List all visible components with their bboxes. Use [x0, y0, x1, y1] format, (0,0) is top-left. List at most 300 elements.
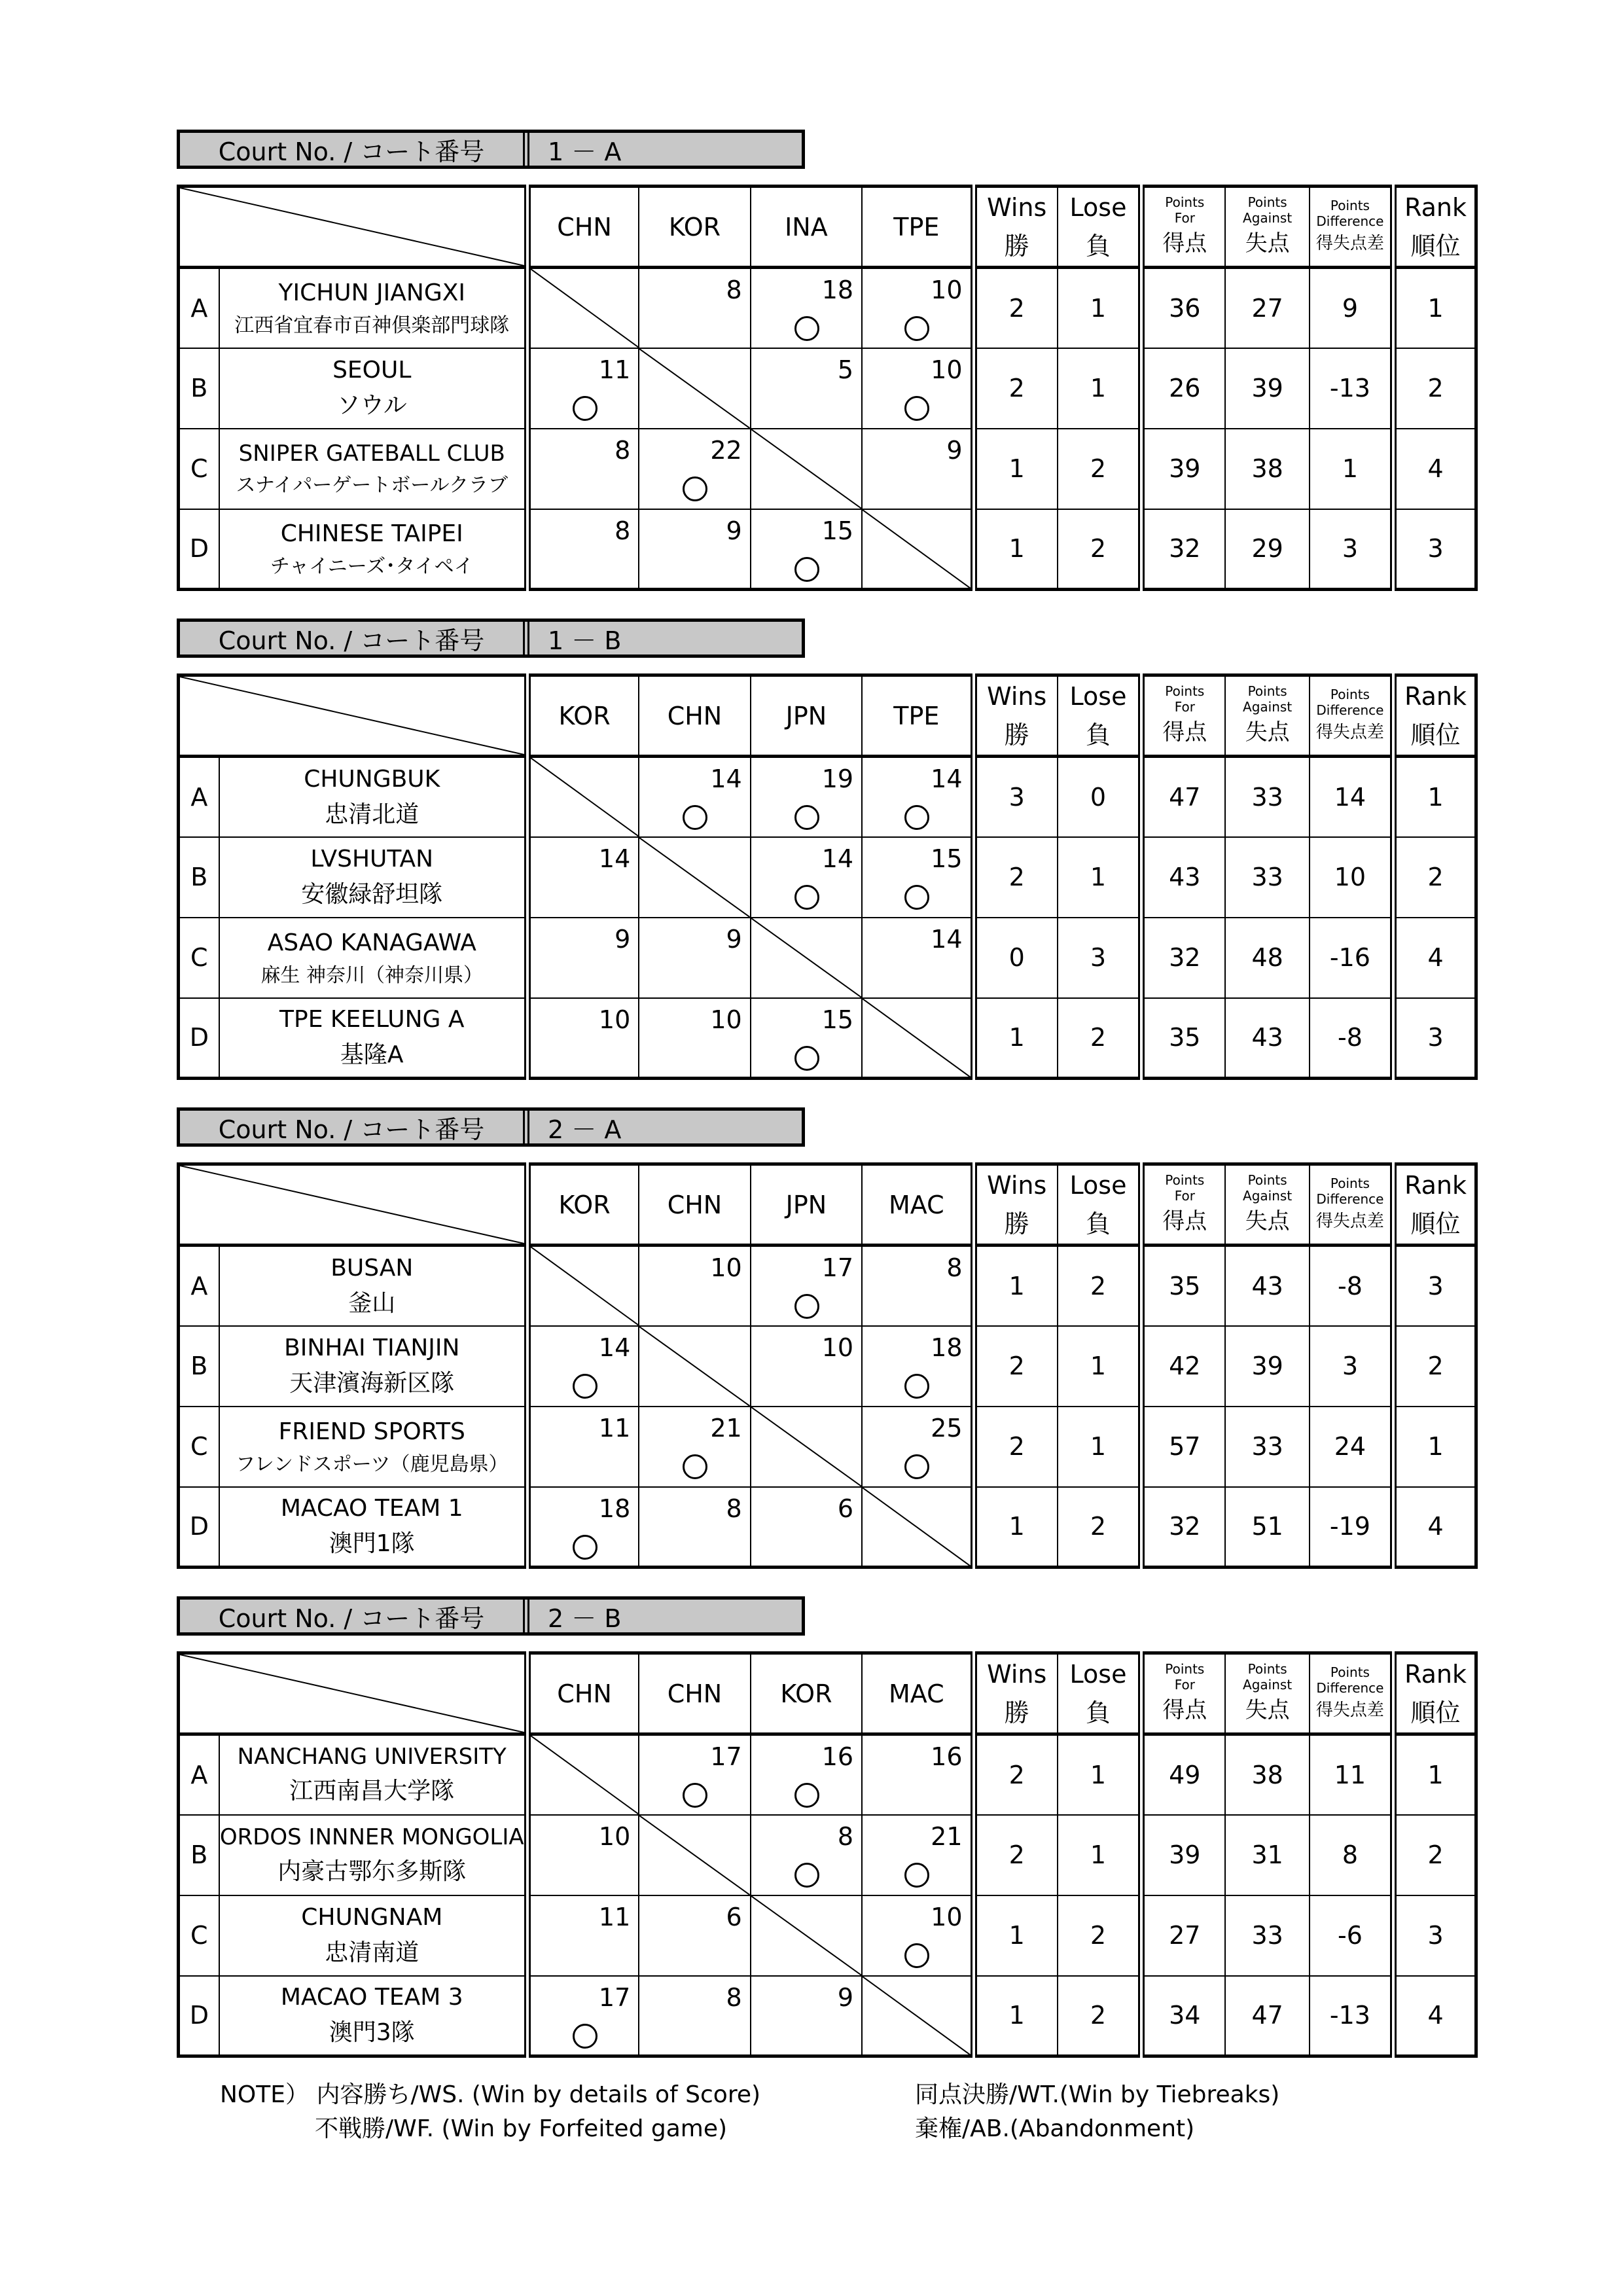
match-score-cell: [751, 757, 862, 837]
opponent-header: KOR: [527, 1164, 639, 1246]
team-name: [219, 837, 527, 918]
match-score: 8: [837, 1821, 854, 1851]
points-against-header: Points Against 失点: [1225, 187, 1309, 268]
opponent-header: TPE: [862, 675, 973, 757]
team-name-jp: 忠清北道: [325, 800, 419, 828]
team-name: [219, 1815, 527, 1895]
court-label: [177, 1107, 805, 1147]
rank-value: 2: [1393, 1815, 1476, 1895]
team-name-en: SEOUL: [332, 357, 412, 384]
team-row: [179, 1487, 1476, 1568]
team-name-jp: 江西南昌大学隊: [289, 1778, 455, 1805]
rank-value: 3: [1393, 509, 1476, 590]
points-for-value: 32: [1141, 1487, 1225, 1568]
points-for-value: 39: [1141, 1815, 1225, 1895]
lose-header: Lose 負: [1058, 187, 1141, 268]
match-score-cell: [751, 348, 862, 429]
points-diff-header: Points Difference 得失点差: [1310, 187, 1393, 268]
match-score-cell: [527, 1407, 639, 1487]
self-match-cell: [639, 1815, 750, 1895]
points-diff-value: -19: [1310, 1487, 1393, 1568]
self-match-cell: [751, 1895, 862, 1976]
points-for-value: 57: [1141, 1407, 1225, 1487]
note-prefix: NOTE）: [220, 2081, 310, 2108]
points-for-value: 35: [1141, 1246, 1225, 1326]
lose-header: Lose 負: [1058, 1164, 1141, 1246]
win-circle-icon: [683, 476, 707, 501]
rank-value: 4: [1393, 429, 1476, 509]
match-score: 14: [598, 844, 631, 873]
league-table: [177, 185, 1478, 591]
opponent-header: INA: [751, 187, 862, 268]
match-score-cell: [751, 268, 862, 348]
match-score: 14: [821, 844, 854, 873]
points-diff-value: 3: [1310, 509, 1393, 590]
win-circle-icon: [683, 1783, 707, 1808]
match-score-cell: [751, 1976, 862, 2056]
team-name-en: YICHUN JIANGXI: [278, 279, 465, 307]
points-diff-header: Points Difference 得失点差: [1310, 1653, 1393, 1734]
win-circle-icon: [683, 805, 707, 830]
points-against-value: 43: [1225, 998, 1309, 1079]
team-name-jp: スナイパーゲートボールクラブ: [236, 474, 508, 497]
self-match-cell: [527, 1246, 639, 1326]
court-label-title: Court No. / コート番号: [180, 622, 529, 655]
win-circle-icon: [794, 1294, 819, 1319]
team-name: [219, 1895, 527, 1976]
points-diff-value: 14: [1310, 757, 1393, 837]
match-score-cell: [862, 1734, 973, 1815]
rank-value: 2: [1393, 837, 1476, 918]
team-name: [219, 757, 527, 837]
wins-value: 1: [974, 1487, 1058, 1568]
points-for-value: 34: [1141, 1976, 1225, 2056]
match-score: 16: [821, 1742, 854, 1771]
league-table: [177, 1651, 1478, 2058]
rank-value: 4: [1393, 1487, 1476, 1568]
match-score: 10: [598, 1005, 631, 1034]
court-label: [177, 1596, 805, 1636]
court-label-title: Court No. / コート番号: [180, 1600, 529, 1632]
points-against-value: 43: [1225, 1246, 1309, 1326]
points-diff-value: 9: [1310, 268, 1393, 348]
rank-value: 4: [1393, 1976, 1476, 2056]
opponent-header: KOR: [639, 187, 750, 268]
points-diff-value: -13: [1310, 348, 1393, 429]
points-for-value: 26: [1141, 348, 1225, 429]
match-score-cell: [751, 509, 862, 590]
match-score-cell: [862, 1407, 973, 1487]
win-circle-icon: [573, 396, 597, 421]
opponent-header: TPE: [862, 187, 973, 268]
wins-value: 1: [974, 1246, 1058, 1326]
points-against-value: 38: [1225, 429, 1309, 509]
match-score: 10: [931, 355, 963, 384]
team-name-jp: 釜山: [348, 1289, 396, 1317]
row-letter: D: [179, 998, 219, 1079]
team-name: [219, 509, 527, 590]
notes-right: [915, 2078, 1279, 2146]
lose-value: 1: [1058, 268, 1141, 348]
match-score-cell: [862, 837, 973, 918]
row-letter: B: [179, 837, 219, 918]
lose-value: 1: [1058, 1734, 1141, 1815]
corner-cell: [179, 1164, 527, 1246]
match-score-cell: [639, 918, 750, 998]
match-score: 8: [726, 1982, 742, 2012]
match-score: 5: [837, 355, 854, 384]
points-for-value: 43: [1141, 837, 1225, 918]
team-name-jp: 忠清南道: [325, 1939, 419, 1966]
opponent-header: CHN: [639, 675, 750, 757]
points-against-value: 33: [1225, 757, 1309, 837]
wins-value: 2: [974, 1326, 1058, 1407]
win-circle-icon: [904, 1454, 929, 1479]
row-letter: D: [179, 1976, 219, 2056]
self-match-cell: [862, 998, 973, 1079]
rank-value: 1: [1393, 268, 1476, 348]
row-letter: D: [179, 1487, 219, 1568]
match-score: 17: [821, 1253, 854, 1282]
match-score: 8: [726, 1494, 742, 1523]
league-table: [177, 673, 1478, 1080]
match-score-cell: [639, 1407, 750, 1487]
team-row: [179, 1976, 1476, 2056]
win-circle-icon: [904, 805, 929, 830]
match-score: 15: [931, 844, 963, 873]
team-row: [179, 1407, 1476, 1487]
win-circle-icon: [904, 1943, 929, 1968]
match-score-cell: [527, 429, 639, 509]
league-table: [177, 1162, 1478, 1569]
team-name-en: MACAO TEAM 1: [280, 1495, 463, 1522]
team-name-en: SNIPER GATEBALL CLUB: [238, 440, 505, 467]
row-letter: A: [179, 1246, 219, 1326]
rank-value: 4: [1393, 918, 1476, 998]
win-circle-icon: [904, 396, 929, 421]
self-match-cell: [639, 1326, 750, 1407]
lose-value: 1: [1058, 1407, 1141, 1487]
match-score-cell: [862, 268, 973, 348]
row-letter: C: [179, 918, 219, 998]
row-letter: B: [179, 1326, 219, 1407]
lose-value: 2: [1058, 1246, 1141, 1326]
match-score-cell: [751, 837, 862, 918]
match-score: 10: [931, 1902, 963, 1931]
notes-left: [220, 2078, 760, 2146]
team-row: [179, 1815, 1476, 1895]
team-name: [219, 1407, 527, 1487]
opponent-header: CHN: [527, 1653, 639, 1734]
rank-value: 1: [1393, 757, 1476, 837]
win-circle-icon: [573, 1535, 597, 1560]
points-against-value: 38: [1225, 1734, 1309, 1815]
match-score: 11: [598, 355, 631, 384]
note-ab: 棄権/AB.(Abandonment): [915, 2115, 1195, 2142]
match-score-cell: [639, 1895, 750, 1976]
match-score-cell: [862, 348, 973, 429]
match-score: 15: [821, 1005, 854, 1034]
wins-header: Wins 勝: [974, 187, 1058, 268]
match-score-cell: [862, 1895, 973, 1976]
court-label-title: Court No. / コート番号: [180, 133, 529, 166]
wins-value: 1: [974, 1976, 1058, 2056]
wins-value: 1: [974, 998, 1058, 1079]
opponent-header: MAC: [862, 1164, 973, 1246]
points-for-header: Points For 得点: [1141, 1164, 1225, 1246]
team-name-en: ORDOS INNNER MONGOLIA: [219, 1823, 524, 1850]
team-name-en: CHINESE TAIPEI: [280, 520, 463, 547]
team-name-jp: 基隆A: [340, 1041, 404, 1069]
match-score-cell: [527, 998, 639, 1079]
win-circle-icon: [904, 885, 929, 910]
match-score-cell: [751, 1326, 862, 1407]
points-against-value: 33: [1225, 1407, 1309, 1487]
match-score-cell: [862, 918, 973, 998]
rank-value: 2: [1393, 1326, 1476, 1407]
points-for-value: 36: [1141, 268, 1225, 348]
match-score: 21: [710, 1413, 742, 1443]
rank-header: Rank 順位: [1393, 1164, 1476, 1246]
row-letter: A: [179, 268, 219, 348]
points-for-header: Points For 得点: [1141, 1653, 1225, 1734]
match-score-cell: [862, 1246, 973, 1326]
win-circle-icon: [904, 1863, 929, 1888]
corner-cell: [179, 675, 527, 757]
match-score: 6: [726, 1902, 742, 1931]
match-score-cell: [639, 1246, 750, 1326]
match-score: 8: [615, 435, 631, 465]
opponent-header: KOR: [751, 1653, 862, 1734]
lose-value: 1: [1058, 1815, 1141, 1895]
match-score-cell: [751, 1487, 862, 1568]
wins-value: 1: [974, 429, 1058, 509]
team-name: [219, 1734, 527, 1815]
wins-value: 2: [974, 1407, 1058, 1487]
note-ws: 内容勝ち/WS. (Win by details of Score): [316, 2081, 761, 2108]
points-against-value: 39: [1225, 1326, 1309, 1407]
note-wf: 不戦勝/WF. (Win by Forfeited game): [315, 2115, 728, 2142]
team-name-jp: 江西省宜春市百神倶楽部門球隊: [234, 314, 510, 338]
team-row: [179, 348, 1476, 429]
wins-header: Wins 勝: [974, 1164, 1058, 1246]
corner-cell: [179, 1653, 527, 1734]
points-against-header: Points Against 失点: [1225, 1164, 1309, 1246]
team-name-jp: チャイニーズ･タイペイ: [270, 554, 474, 578]
match-score-cell: [527, 918, 639, 998]
points-for-value: 49: [1141, 1734, 1225, 1815]
points-against-value: 29: [1225, 509, 1309, 590]
self-match-cell: [751, 1407, 862, 1487]
points-diff-header: Points Difference 得失点差: [1310, 1164, 1393, 1246]
points-diff-value: 10: [1310, 837, 1393, 918]
team-name-jp: 天津濱海新区隊: [289, 1370, 455, 1397]
court-number: 1 － A: [529, 133, 802, 166]
points-diff-value: 8: [1310, 1815, 1393, 1895]
team-name: [219, 1976, 527, 2056]
match-score-cell: [639, 1734, 750, 1815]
rank-value: 2: [1393, 348, 1476, 429]
wins-value: 2: [974, 837, 1058, 918]
lose-value: 2: [1058, 429, 1141, 509]
team-name-en: CHUNGBUK: [304, 765, 440, 793]
win-circle-icon: [904, 316, 929, 341]
lose-value: 2: [1058, 1976, 1141, 2056]
points-diff-value: 24: [1310, 1407, 1393, 1487]
win-circle-icon: [794, 316, 819, 341]
match-score: 9: [726, 516, 742, 545]
win-circle-icon: [794, 1046, 819, 1071]
team-row: [179, 1246, 1476, 1326]
self-match-cell: [862, 1487, 973, 1568]
match-score: 14: [931, 764, 963, 793]
team-row: [179, 1734, 1476, 1815]
rank-value: 1: [1393, 1407, 1476, 1487]
row-letter: D: [179, 509, 219, 590]
lose-value: 1: [1058, 1326, 1141, 1407]
match-score: 18: [598, 1494, 631, 1523]
self-match-cell: [527, 757, 639, 837]
points-diff-value: -8: [1310, 1246, 1393, 1326]
opponent-header: CHN: [639, 1164, 750, 1246]
team-name-jp: 澳門3隊: [329, 2019, 415, 2047]
points-diff-header: Points Difference 得失点差: [1310, 675, 1393, 757]
match-score: 8: [615, 516, 631, 545]
points-diff-value: -16: [1310, 918, 1393, 998]
match-score: 18: [931, 1333, 963, 1362]
match-score: 10: [821, 1333, 854, 1362]
points-against-value: 39: [1225, 348, 1309, 429]
self-match-cell: [751, 429, 862, 509]
match-score: 14: [598, 1333, 631, 1362]
match-score-cell: [527, 837, 639, 918]
match-score-cell: [527, 348, 639, 429]
court-number: 1 － B: [529, 622, 802, 655]
match-score-cell: [527, 1895, 639, 1976]
match-score-cell: [751, 1815, 862, 1895]
match-score: 14: [710, 764, 742, 793]
match-score: 10: [931, 276, 963, 304]
match-score-cell: [862, 429, 973, 509]
opponent-header: KOR: [527, 675, 639, 757]
team-name: [219, 918, 527, 998]
team-name-en: FRIEND SPORTS: [278, 1418, 465, 1445]
rank-header: Rank 順位: [1393, 1653, 1476, 1734]
match-score-cell: [527, 1815, 639, 1895]
wins-value: 2: [974, 1815, 1058, 1895]
rank-value: 1: [1393, 1734, 1476, 1815]
match-score: 11: [598, 1413, 631, 1443]
wins-header: Wins 勝: [974, 675, 1058, 757]
match-score: 17: [710, 1742, 742, 1771]
match-score-cell: [527, 509, 639, 590]
points-against-value: 47: [1225, 1976, 1309, 2056]
wins-value: 0: [974, 918, 1058, 998]
team-name-en: CHUNGNAM: [301, 1904, 443, 1931]
row-letter: A: [179, 757, 219, 837]
wins-value: 1: [974, 1895, 1058, 1976]
match-score-cell: [639, 1487, 750, 1568]
court-label: [177, 619, 805, 658]
self-match-cell: [527, 268, 639, 348]
self-match-cell: [862, 1976, 973, 2056]
rank-value: 3: [1393, 1895, 1476, 1976]
match-score-cell: [639, 429, 750, 509]
win-circle-icon: [794, 557, 819, 582]
points-diff-value: -13: [1310, 1976, 1393, 2056]
lose-value: 1: [1058, 837, 1141, 918]
match-score-cell: [862, 1326, 973, 1407]
points-for-value: 35: [1141, 998, 1225, 1079]
win-circle-icon: [794, 885, 819, 910]
team-name-jp: 安徽緑舒坦隊: [301, 881, 443, 908]
row-letter: B: [179, 348, 219, 429]
lose-header: Lose 負: [1058, 675, 1141, 757]
team-name-jp: フレンドスポーツ（鹿児島県）: [235, 1452, 508, 1476]
points-against-value: 33: [1225, 837, 1309, 918]
match-score: 18: [821, 276, 854, 304]
opponent-header: JPN: [751, 1164, 862, 1246]
row-letter: C: [179, 1407, 219, 1487]
self-match-cell: [639, 348, 750, 429]
lose-value: 1: [1058, 348, 1141, 429]
lose-value: 0: [1058, 757, 1141, 837]
win-circle-icon: [794, 805, 819, 830]
match-score-cell: [639, 1976, 750, 2056]
points-for-value: 39: [1141, 429, 1225, 509]
points-diff-value: -8: [1310, 998, 1393, 1079]
team-name: [219, 268, 527, 348]
match-score-cell: [862, 757, 973, 837]
points-for-value: 42: [1141, 1326, 1225, 1407]
wins-value: 2: [974, 268, 1058, 348]
team-row: [179, 837, 1476, 918]
match-score: 14: [931, 924, 963, 954]
team-row: [179, 1895, 1476, 1976]
match-score: 8: [726, 276, 742, 304]
match-score-cell: [639, 998, 750, 1079]
row-letter: B: [179, 1815, 219, 1895]
team-name-en: LVSHUTAN: [310, 846, 434, 872]
points-for-value: 32: [1141, 918, 1225, 998]
match-score: 11: [598, 1902, 631, 1931]
points-diff-value: 11: [1310, 1734, 1393, 1815]
team-name-jp: 麻生 神奈川（神奈川県）: [260, 963, 484, 987]
win-circle-icon: [573, 1374, 597, 1399]
team-row: [179, 429, 1476, 509]
opponent-header: CHN: [527, 187, 639, 268]
match-score: 21: [931, 1821, 963, 1851]
match-score-cell: [639, 509, 750, 590]
match-score-cell: [527, 1487, 639, 1568]
match-score: 9: [946, 435, 963, 465]
win-circle-icon: [904, 1374, 929, 1399]
lose-value: 2: [1058, 509, 1141, 590]
team-name-jp: 澳門1隊: [329, 1530, 415, 1558]
points-diff-value: 3: [1310, 1326, 1393, 1407]
self-match-cell: [862, 509, 973, 590]
match-score-cell: [751, 1734, 862, 1815]
team-row: [179, 509, 1476, 590]
lose-header: Lose 負: [1058, 1653, 1141, 1734]
points-diff-value: -6: [1310, 1895, 1393, 1976]
match-score: 16: [931, 1742, 963, 1771]
self-match-cell: [751, 918, 862, 998]
match-score: 15: [821, 516, 854, 545]
match-score: 9: [837, 1982, 854, 2012]
rank-value: 3: [1393, 1246, 1476, 1326]
match-score-cell: [639, 757, 750, 837]
